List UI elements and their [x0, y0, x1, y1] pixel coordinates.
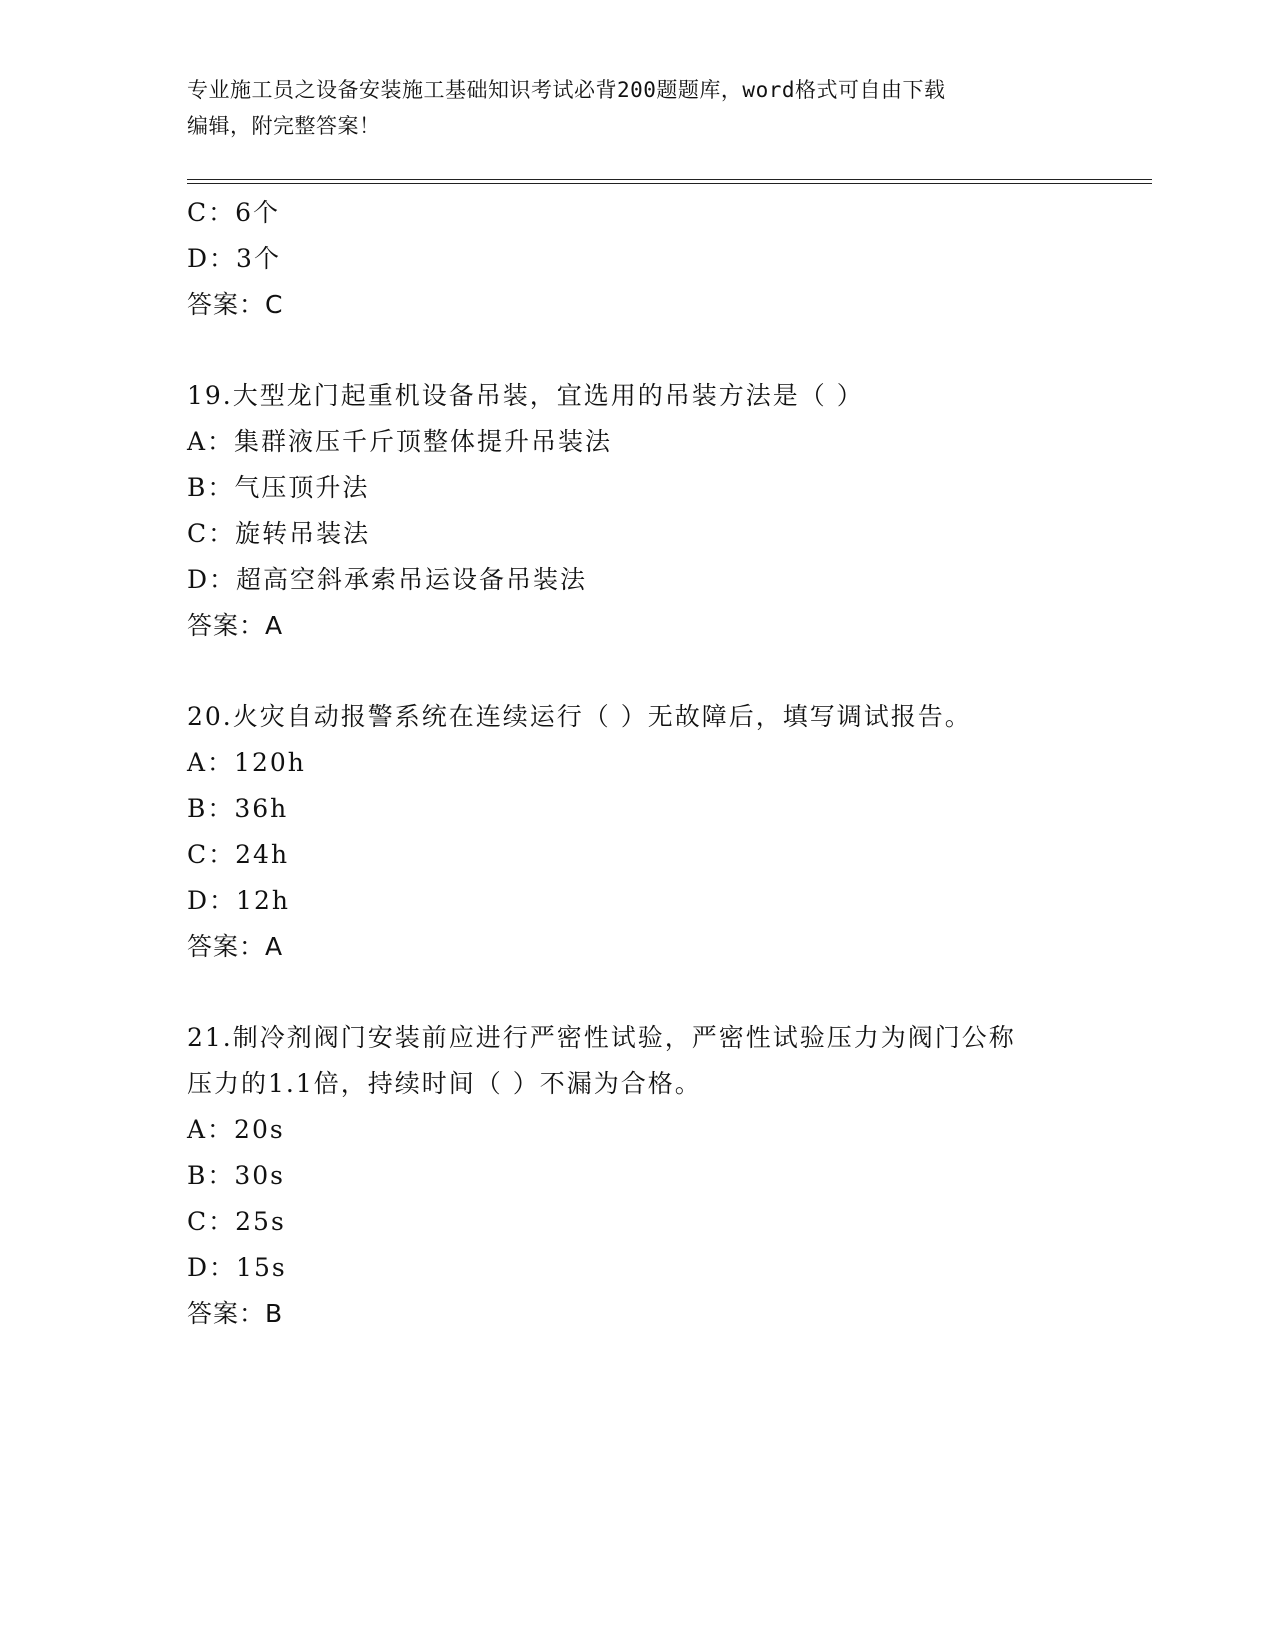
question-fragment [187, 190, 1152, 328]
question-stem: 19.大型龙门起重机设备吊装，宜选用的吊装方法是（ ） [187, 381, 864, 410]
answer-line: 答案：A [187, 932, 284, 961]
header-line-2: 编辑，附完整答案！ [187, 114, 381, 138]
answer-line: 答案：B [187, 1299, 284, 1328]
answer-line: 答案：A [187, 611, 284, 640]
option-a: A：120h [187, 748, 306, 777]
question-20 [187, 694, 1152, 970]
option-c: C：25s [187, 1207, 286, 1236]
question-21 [187, 1015, 1152, 1337]
option-a: A：集群液压千斤顶整体提升吊装法 [187, 427, 613, 456]
question-stem: 20.火灾自动报警系统在连续运行（ ）无故障后，填写调试报告。 [187, 702, 972, 731]
option-d: D：12h [187, 886, 290, 915]
option-d: D：15s [187, 1253, 287, 1282]
option-c: C：24h [187, 840, 290, 869]
question-stem-continued: 压力的1.1倍，持续时间（ ）不漏为合格。 [187, 1069, 702, 1098]
option-b: B：气压顶升法 [187, 473, 370, 502]
option-d: D：超高空斜承索吊运设备吊装法 [187, 565, 588, 594]
option-c: C：6个 [187, 198, 281, 227]
answer-line: 答案：C [187, 290, 284, 319]
option-b: B：30s [187, 1161, 286, 1190]
document-header [187, 72, 1087, 144]
question-list [187, 190, 1152, 1337]
question-19 [187, 373, 1152, 649]
header-divider-top [187, 179, 1152, 180]
header-divider-bottom [187, 183, 1152, 184]
option-a: A：20s [187, 1115, 285, 1144]
option-c: C：旋转吊装法 [187, 519, 371, 548]
option-d: D：3个 [187, 244, 281, 273]
header-line-1: 专业施工员之设备安装施工基础知识考试必背200题题库，word格式可自由下载 [187, 78, 946, 102]
question-stem: 21.制冷剂阀门安装前应进行严密性试验，严密性试验压力为阀门公称 [187, 1023, 1016, 1052]
option-b: B：36h [187, 794, 289, 823]
